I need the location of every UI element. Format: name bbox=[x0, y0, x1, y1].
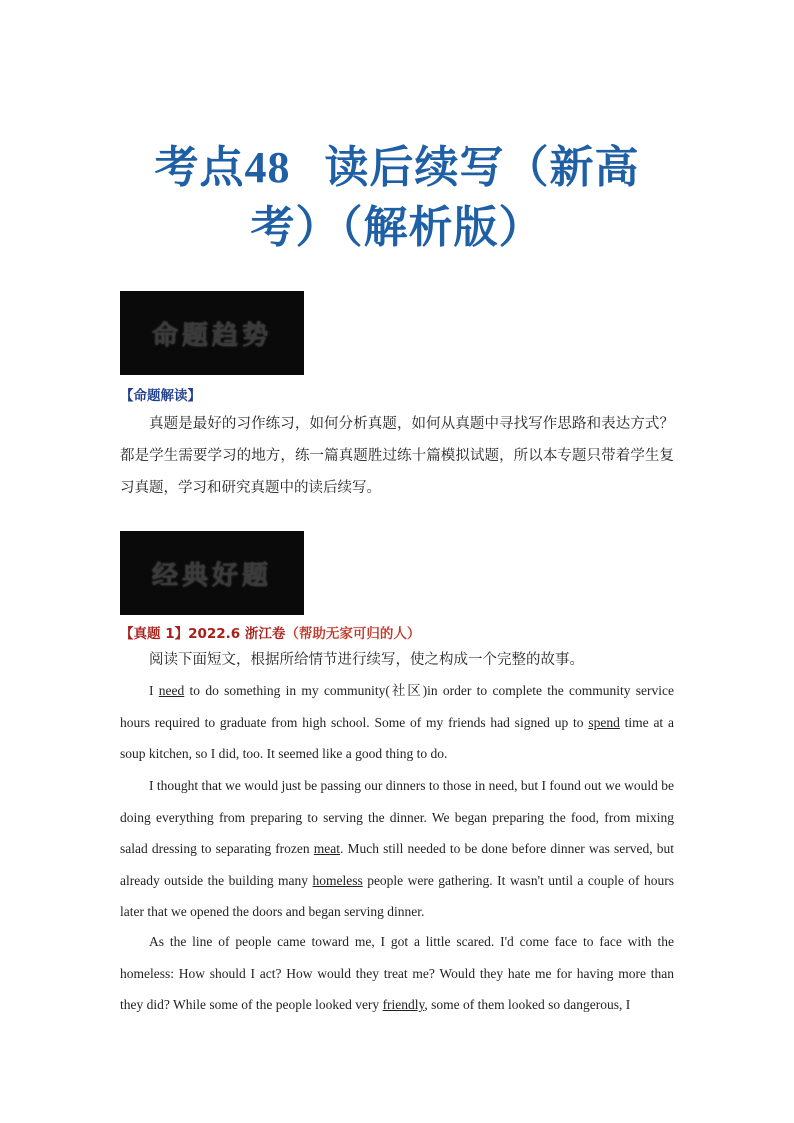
question-topic: （帮助无家可归的人） bbox=[285, 626, 421, 642]
story-paragraph-2 bbox=[120, 770, 674, 928]
title-line1-rest: 读后续写（新高 bbox=[324, 142, 640, 193]
p3-text-b: , some of them looked so dangerous, I bbox=[424, 997, 631, 1012]
p2-text-b: . Much still needed to be done before dinner was served, but already outside the building many bbox=[120, 841, 675, 888]
question-heading bbox=[120, 622, 420, 642]
title-number: 48 bbox=[244, 143, 291, 192]
section-heading-interpretation: 【命题解读】 bbox=[120, 388, 201, 404]
p3-text-a: As the line of people came toward me, I got a little scared. I'd come face to face with the homeless: How should I act? How would they treat me? Would they hate me for having more than they did? While some of the people looked very bbox=[120, 934, 674, 1012]
underlined-word-homeless: homeless bbox=[312, 872, 363, 888]
instruction-text: 阅读下面短文，根据所给情节进行续写，使之构成一个完整的故事。 bbox=[149, 652, 584, 668]
p2-text-c: people were gathering. It wasn't until a couple of hours later that we opened the doors and began serving dinner. bbox=[120, 872, 674, 919]
underlined-word-spend: spend bbox=[588, 714, 620, 730]
banner-trend bbox=[120, 291, 304, 375]
story-paragraph-3 bbox=[120, 926, 674, 1021]
underlined-word-need: need bbox=[158, 683, 185, 698]
banner-classic-text: 经典好题 bbox=[151, 560, 272, 591]
p1-text-b: to do something in my community(社区)in order to complete the community service hours required to graduate from high school. Some of my friends had signed up to bbox=[120, 683, 674, 730]
title-prefix: 考点 bbox=[154, 142, 245, 193]
interpretation-paragraph: 真题是最好的习作练习，如何分析真题，如何从真题中寻找写作思路和表达方式？都是学生需要学习的地方，练一篇真题胜过练十篇模拟试题，所以本专题只带着学生复习真题，学习和研究真题中的读后续写。 bbox=[120, 416, 674, 496]
p1-text-c: time at a soup kitchen, so I did, too. It seemed like a good thing to do. bbox=[120, 714, 674, 761]
title-line2: 考）（解析版） bbox=[250, 202, 544, 253]
underlined-word-meat: meat bbox=[313, 841, 341, 856]
underlined-word-friendly: friendly bbox=[382, 997, 425, 1012]
banner-classic bbox=[120, 531, 304, 615]
banner-trend-text: 命题趋势 bbox=[151, 320, 272, 351]
p1-text-a: I bbox=[149, 683, 159, 698]
question-label: 【真题 1】2022.6 浙江卷 bbox=[120, 626, 286, 642]
page-title bbox=[90, 138, 704, 258]
p2-text-a: I thought that we would just be passing our dinners to those in need, but I found out we would be doing everything from preparing to serving the dinner. We began preparing the food, from mixing salad dressing to separating frozen bbox=[120, 778, 674, 856]
story-paragraph-1 bbox=[120, 675, 674, 770]
